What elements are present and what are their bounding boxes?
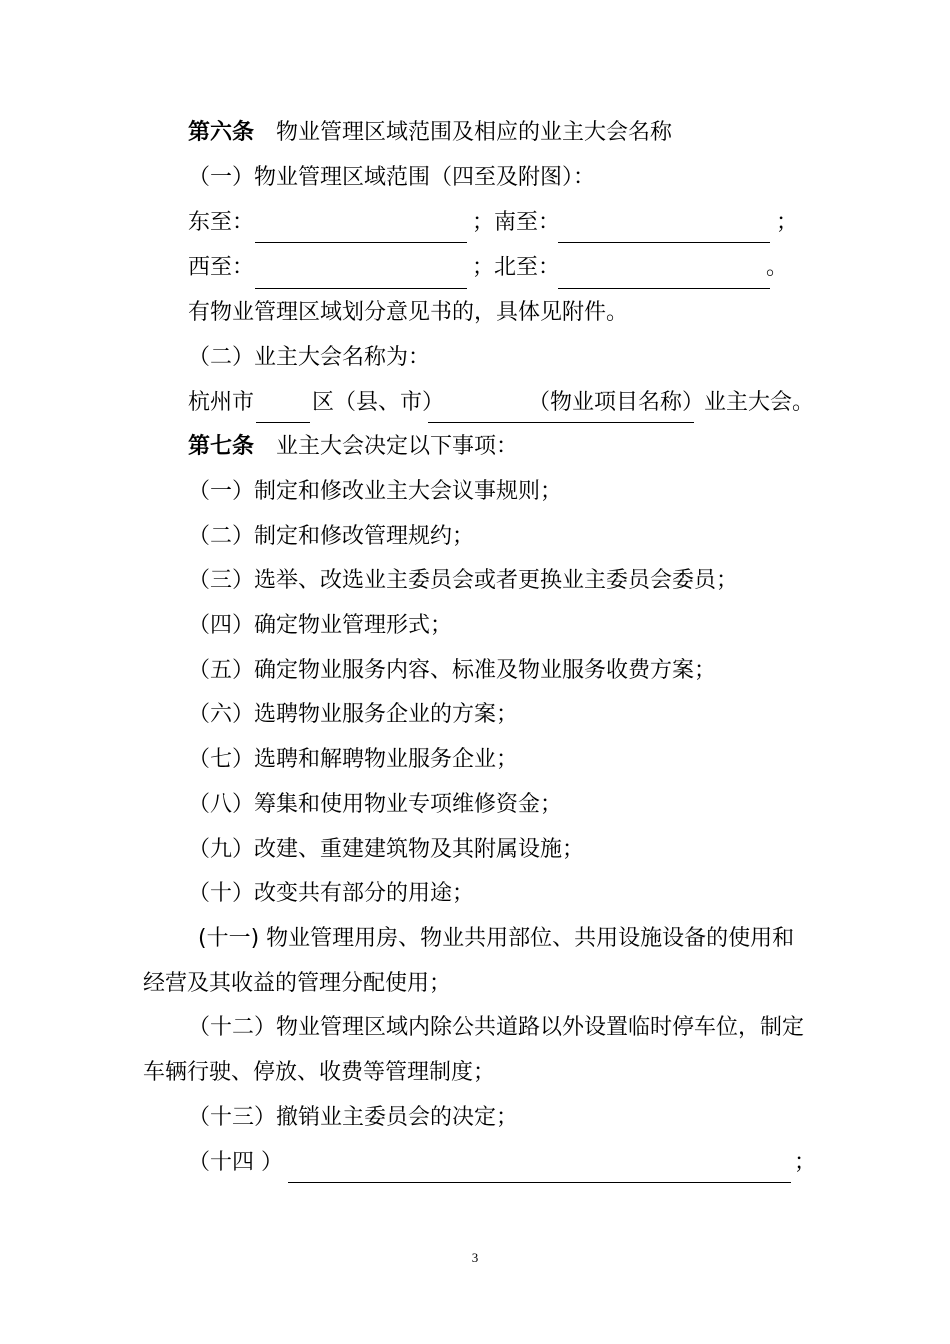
east-blank: [255, 242, 467, 243]
list-item-12-line1: （十二）物业管理区域内除公共道路以外设置临时停车位，制定: [188, 1015, 805, 1040]
article-7-title: 业主大会决定以下事项：: [276, 434, 519, 459]
list-item: （七）选聘和解聘物业服务企业；: [188, 747, 519, 772]
project-blank: [428, 422, 694, 423]
south-label: ；南至：: [472, 210, 561, 235]
north-period: 。: [766, 255, 789, 280]
article-6-number: 第六条: [188, 120, 255, 145]
north-blank: [558, 288, 770, 289]
article-6-title: 物业管理区域范围及相应的业主大会名称: [276, 120, 673, 145]
page-number: 3: [471, 1250, 479, 1265]
list-item: （一）制定和修改业主大会议事规则；: [188, 479, 563, 504]
article-7-heading-line: [188, 432, 518, 462]
list-item: （九）改建、重建建筑物及其附属设施；: [188, 837, 585, 862]
south-semicolon: ；: [776, 210, 799, 235]
project-period: 。: [792, 390, 815, 415]
list-item-14-label: （十四 ）: [188, 1150, 283, 1175]
list-item-11-line2: 经营及其收益的管理分配使用；: [143, 971, 452, 996]
north-label: ；北至：: [472, 255, 561, 280]
article-6-heading-line: [188, 118, 672, 148]
west-blank: [255, 288, 467, 289]
item-14-blank: [288, 1182, 791, 1183]
article-6-sub1: （一）物业管理区域范围（四至及附图）：: [188, 165, 596, 190]
article-6-sub2: （二）业主大会名称为：: [188, 345, 431, 370]
list-item-12-line2: 车辆行驶、停放、收费等管理制度；: [143, 1060, 496, 1085]
south-blank: [558, 242, 770, 243]
district-blank: [256, 422, 310, 423]
list-item: （六）选聘物业服务企业的方案；: [188, 702, 519, 727]
list-item: （五）确定物业服务内容、标准及物业服务收费方案；: [188, 658, 717, 683]
project-label: （物业项目名称）业主大会: [528, 390, 793, 415]
article-6-note: 有物业管理区域划分意见书的，具体见附件。: [188, 300, 629, 325]
list-item: （十）改变共有部分的用途；: [188, 881, 475, 906]
district-label: 区（县、市）: [312, 390, 445, 415]
west-label: 西至：: [188, 255, 255, 280]
list-item: （三）选举、改选业主委员会或者更换业主委员会委员；: [188, 568, 739, 593]
list-item: （二）制定和修改管理规约；: [188, 524, 475, 549]
list-item: （四）确定物业管理形式；: [188, 613, 453, 638]
list-item-13: （十三）撤销业主委员会的决定；: [188, 1105, 519, 1130]
list-item: （八）筹集和使用物业专项维修资金；: [188, 792, 563, 817]
east-label: 东至：: [188, 210, 255, 235]
city-label: 杭州市: [188, 390, 255, 415]
list-item-11-line1: (十一) 物业管理用房、物业共用部位、共用设施设备的使用和: [198, 926, 795, 951]
item-14-semicolon: ；: [794, 1150, 817, 1175]
article-7-number: 第七条: [188, 434, 255, 459]
